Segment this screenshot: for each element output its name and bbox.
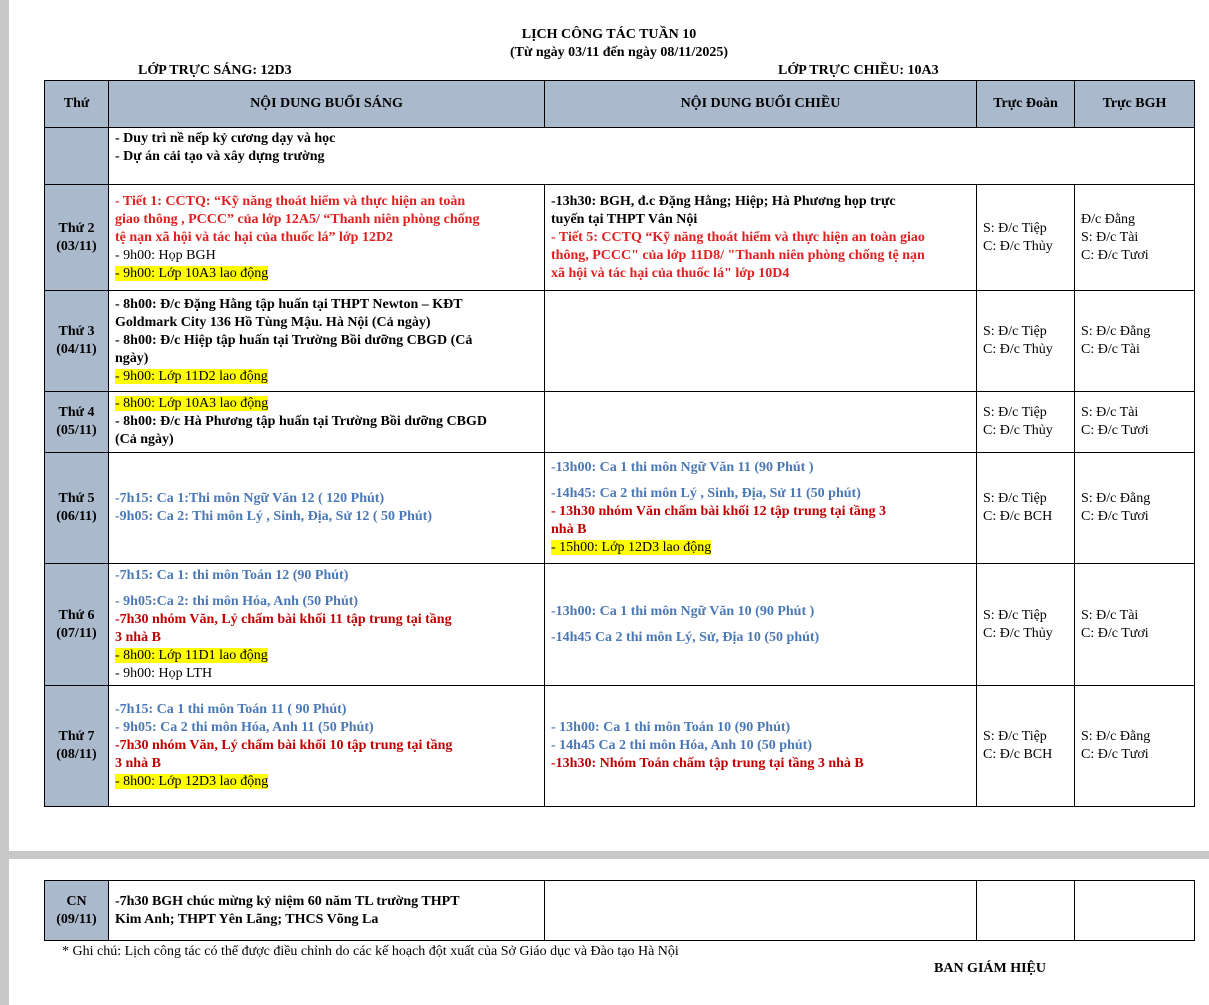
- page-title: LỊCH CÔNG TÁC TUẦN 10: [521, 27, 697, 42]
- afternoon-duty-class: LỚP TRỰC CHIỀU: 10A3: [778, 63, 939, 78]
- sunday-board-cell: [1075, 881, 1195, 941]
- board-duty-cell: [1075, 392, 1195, 453]
- line-spacer: [551, 621, 970, 629]
- day-date: (06/11): [56, 509, 97, 524]
- day-date: (05/11): [56, 423, 97, 438]
- activity-line: 3 nhà B: [115, 756, 161, 771]
- col-header-union-duty: Trực Đoàn: [977, 81, 1075, 128]
- sunday-day-cell: [45, 881, 109, 941]
- duty-line: S: Đ/c Tài: [1081, 607, 1139, 623]
- day-date: (03/11): [56, 238, 97, 254]
- day-row: [45, 185, 1195, 291]
- day-label: CN: [66, 893, 87, 909]
- duty-line: S: Đ/c Tiệp: [983, 607, 1047, 623]
- sunday-afternoon-cell: [545, 881, 977, 941]
- duty-line: C: Đ/c Tươi: [1081, 747, 1149, 762]
- board-duty-cell: [1075, 185, 1195, 291]
- activity-line: [115, 647, 538, 665]
- highlighted-text: - 9h00: Lớp 10A3 lao động: [115, 265, 269, 281]
- activity-line: [115, 773, 538, 791]
- activity-line: - 9h05:Ca 2: thi môn Hóa, Anh (50 Phút): [115, 593, 359, 609]
- duty-line: C: Đ/c Tươi: [1081, 509, 1149, 524]
- footer-note: * Ghi chú: Lịch công tác có thể được điều chỉnh do các kế hoạch đột xuất của Sở Giáo dục và Đào tạo Hà Nội: [62, 944, 679, 959]
- morning-duty-class: LỚP TRỰC SÁNG: 12D3: [138, 63, 292, 78]
- highlighted-text: - 15h00: Lớp 12D3 lao động: [551, 540, 712, 555]
- duty-line: S: Đ/c Đằng: [1081, 729, 1151, 744]
- schedule-page-2: [9, 859, 1209, 1005]
- board-duty-cell: [1075, 686, 1195, 807]
- day-row: [45, 453, 1195, 564]
- duty-line: C: Đ/c Thủy: [983, 423, 1053, 438]
- general-line: - Dự án cải tạo và xây dựng trường: [115, 149, 325, 164]
- activity-line: -7h30 BGH chúc mừng kỷ niệm 60 năm TL trường THPT: [115, 893, 460, 909]
- activity-line: -14h45: Ca 2 thi môn Lý , Sinh, Địa, Sử 11 (50 phút): [551, 486, 861, 501]
- board-duty-cell: [1075, 564, 1195, 686]
- day-label: Thứ 3: [58, 324, 95, 339]
- union-duty-cell: [977, 291, 1075, 392]
- activity-line: -13h30: Nhóm Toán chấm tập trung tại tầng 3 nhà B: [551, 756, 864, 771]
- duty-line: C: Đ/c BCH: [983, 747, 1053, 762]
- activity-line: -13h00: Ca 1 thi môn Ngữ Văn 10 (90 Phút ): [551, 603, 815, 619]
- duty-line: Đ/c Đằng: [1081, 211, 1136, 227]
- duty-line: C: Đ/c Thủy: [983, 238, 1053, 254]
- day-label: Thứ 4: [58, 405, 95, 420]
- duty-line: C: Đ/c Tươi: [1081, 247, 1149, 263]
- sunday-table: [44, 880, 1195, 941]
- highlighted-text: - 9h00: Lớp 11D2 lao động: [115, 369, 268, 384]
- activity-line: ngày): [115, 351, 149, 366]
- activity-line: - Tiết 1: CCTQ: “Kỹ năng thoát hiểm và thực hiện an toàn: [115, 193, 466, 209]
- morning-cell: [109, 185, 545, 291]
- morning-cell: [109, 291, 545, 392]
- duty-line: C: Đ/c BCH: [983, 509, 1053, 524]
- day-date: (07/11): [56, 625, 97, 641]
- duty-line: S: Đ/c Tiệp: [983, 491, 1047, 506]
- day-label: Thứ 6: [58, 607, 95, 623]
- morning-cell: [109, 453, 545, 564]
- day-date: (04/11): [56, 342, 97, 357]
- day-label: Thứ 7: [58, 729, 95, 744]
- union-duty-cell: [977, 686, 1075, 807]
- activity-line: - 14h45 Ca 2 thi môn Hóa, Anh 10 (50 phút): [551, 738, 812, 753]
- general-content-cell: [109, 128, 1195, 185]
- activity-line: - 13h30 nhóm Văn chấm bài khối 12 tập trung tại tầng 3: [551, 504, 887, 519]
- duty-line: C: Đ/c Tài: [1081, 342, 1140, 357]
- date-range: (Từ ngày 03/11 đến ngày 08/11/2025): [509, 45, 729, 60]
- duty-line: C: Đ/c Thủy: [983, 342, 1053, 357]
- activity-line: -7h15: Ca 1: thi môn Toán 12 (90 Phút): [115, 567, 349, 583]
- signature-label: BAN GIÁM HIỆU: [934, 961, 1047, 976]
- duty-line: S: Đ/c Tài: [1081, 405, 1139, 420]
- line-spacer: [551, 477, 970, 485]
- morning-cell: [109, 392, 545, 453]
- general-line: - Duy trì nề nếp kỷ cương dạy và học: [115, 131, 336, 146]
- day-cell: [45, 453, 109, 564]
- day-row: [45, 392, 1195, 453]
- activity-line: -14h45 Ca 2 thi môn Lý, Sử, Địa 10 (50 phút): [551, 629, 820, 645]
- day-date: (09/11): [56, 911, 97, 927]
- sunday-morning-cell: [109, 881, 545, 941]
- activity-line: tệ nạn xã hội và tác hại của thuốc lá” lớp 12D2: [115, 229, 394, 245]
- afternoon-cell: [545, 564, 977, 686]
- duty-line: S: Đ/c Tiệp: [983, 405, 1047, 420]
- general-day-cell: [45, 128, 109, 185]
- activity-line: - 8h00: Đ/c Hà Phương tập huấn tại Trường Bồi dưỡng CBGD: [115, 414, 487, 429]
- day-label: Thứ 2: [58, 220, 95, 236]
- sunday-union-cell: [977, 881, 1075, 941]
- col-header-afternoon: NỘI DUNG BUỔI CHIỀU: [545, 81, 977, 128]
- activity-line: - 9h00: Họp LTH: [115, 665, 213, 681]
- activity-line: [115, 368, 538, 386]
- activity-line: nhà B: [551, 522, 587, 537]
- activity-line: Kim Anh; THPT Yên Lãng; THCS Võng La: [115, 911, 379, 927]
- day-label: Thứ 5: [58, 491, 95, 506]
- activity-line: -13h00: Ca 1 thi môn Ngữ Văn 11 (90 Phút ): [551, 460, 814, 475]
- day-cell: [45, 564, 109, 686]
- highlighted-text: - 8h00: Lớp 10A3 lao động: [115, 396, 269, 411]
- board-duty-cell: [1075, 453, 1195, 564]
- union-duty-cell: [977, 185, 1075, 291]
- duty-line: S: Đ/c Đằng: [1081, 324, 1151, 339]
- afternoon-cell: [545, 185, 977, 291]
- activity-line: -7h30 nhóm Văn, Lý chấm bài khối 10 tập trung tại tầng: [115, 738, 453, 753]
- duty-line: C: Đ/c Tươi: [1081, 625, 1149, 641]
- duty-line: S: Đ/c Tiệp: [983, 324, 1047, 339]
- morning-cell: [109, 686, 545, 807]
- day-cell: [45, 686, 109, 807]
- duty-line: S: Đ/c Tiệp: [983, 220, 1047, 236]
- afternoon-cell: [545, 392, 977, 453]
- line-spacer: [115, 585, 538, 593]
- activity-line: - Tiết 5: CCTQ “Kỹ năng thoát hiểm và thực hiện an toàn giao: [551, 229, 925, 245]
- activity-line: -7h15: Ca 1:Thi môn Ngữ Văn 12 ( 120 Phút): [115, 491, 385, 506]
- schedule-page-1: [9, 0, 1209, 851]
- activity-line: giao thông , PCCC” của lớp 12A5/ “Thanh niên phòng chống: [115, 211, 480, 227]
- day-row: [45, 564, 1195, 686]
- activity-line: [115, 395, 538, 413]
- activity-line: xã hội và tác hại của thuốc lá" lớp 10D4: [551, 265, 790, 281]
- activity-line: - 8h00: Đ/c Đặng Hằng tập huấn tại THPT Newton – KĐT: [115, 297, 463, 312]
- activity-line: -7h30 nhóm Văn, Lý chấm bài khối 11 tập trung tại tầng: [115, 611, 452, 627]
- day-cell: [45, 392, 109, 453]
- col-header-board-duty: Trực BGH: [1075, 81, 1195, 128]
- day-row: [45, 291, 1195, 392]
- activity-line: thông, PCCC" của lớp 11D8/ "Thanh niên phòng chống tệ nạn: [551, 247, 925, 263]
- highlighted-text: - 8h00: Lớp 12D3 lao động: [115, 774, 269, 789]
- activity-line: [115, 265, 538, 283]
- afternoon-cell: [545, 686, 977, 807]
- board-duty-cell: [1075, 291, 1195, 392]
- duty-line: S: Đ/c Đằng: [1081, 491, 1151, 506]
- afternoon-cell: [545, 291, 977, 392]
- afternoon-cell: [545, 453, 977, 564]
- activity-line: - 13h00: Ca 1 thi môn Toán 10 (90 Phút): [551, 720, 791, 735]
- col-header-day: Thứ: [45, 81, 109, 128]
- schedule-table: [44, 80, 1195, 807]
- col-header-morning: NỘI DUNG BUỔI SÁNG: [109, 81, 545, 128]
- union-duty-cell: [977, 564, 1075, 686]
- duty-line: S: Đ/c Tài: [1081, 229, 1139, 245]
- table-header-row: [45, 81, 1195, 128]
- activity-line: Goldmark City 136 Hồ Tùng Mậu. Hà Nội (Cả ngày): [115, 315, 431, 330]
- morning-cell: [109, 564, 545, 686]
- union-duty-cell: [977, 453, 1075, 564]
- activity-line: -7h15: Ca 1 thi môn Toán 11 ( 90 Phút): [115, 702, 347, 717]
- day-row: [45, 686, 1195, 807]
- activity-line: - 9h00: Họp BGH: [115, 247, 216, 263]
- activity-line: [551, 539, 970, 557]
- general-row: [45, 128, 1195, 185]
- sunday-row: [45, 881, 1195, 941]
- day-cell: [45, 291, 109, 392]
- duty-line: C: Đ/c Tươi: [1081, 423, 1149, 438]
- day-date: (08/11): [56, 747, 97, 762]
- activity-line: - 9h05: Ca 2 thi môn Hóa, Anh 11 (50 Phút): [115, 720, 374, 735]
- activity-line: tuyến tại THPT Vân Nội: [551, 211, 698, 227]
- highlighted-text: - 8h00: Lớp 11D1 lao động: [115, 647, 268, 663]
- activity-line: -13h30: BGH, đ.c Đặng Hằng; Hiệp; Hà Phương họp trực: [551, 193, 896, 209]
- activity-line: (Cả ngày): [115, 432, 174, 447]
- activity-line: - 8h00: Đ/c Hiệp tập huấn tại Trường Bồi dưỡng CBGD (Cả: [115, 333, 473, 348]
- union-duty-cell: [977, 392, 1075, 453]
- duty-line: S: Đ/c Tiệp: [983, 729, 1047, 744]
- activity-line: -9h05: Ca 2: Thi môn Lý , Sinh, Địa, Sử 12 ( 50 Phút): [115, 509, 432, 524]
- day-cell: [45, 185, 109, 291]
- activity-line: 3 nhà B: [115, 629, 161, 645]
- duty-line: C: Đ/c Thủy: [983, 625, 1053, 641]
